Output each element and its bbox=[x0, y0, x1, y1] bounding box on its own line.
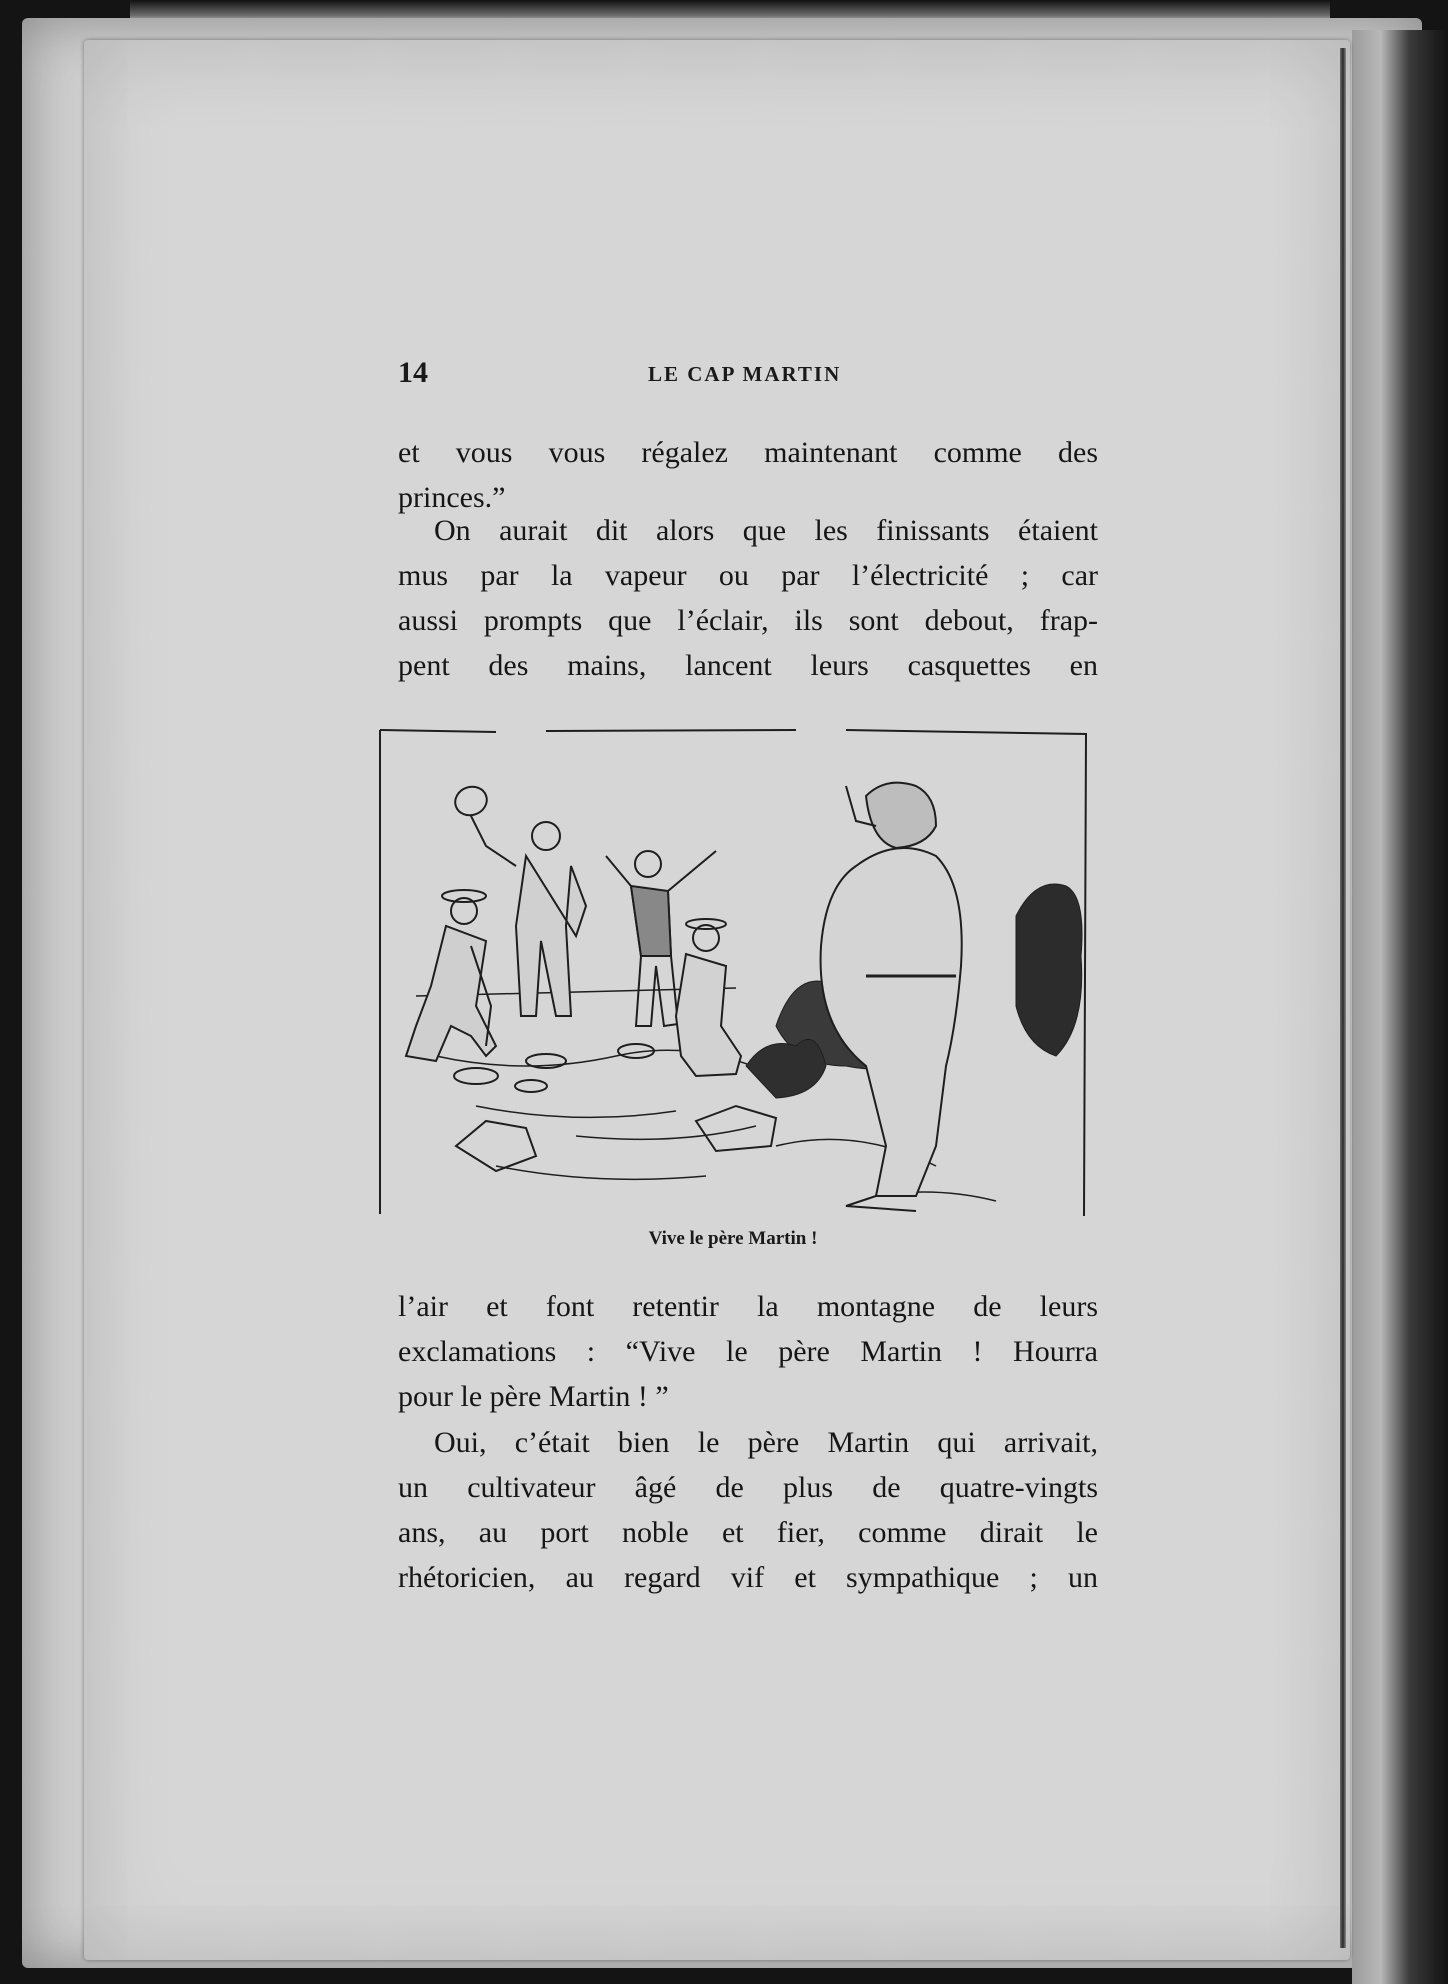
bush bbox=[746, 1039, 826, 1098]
page-number: 14 bbox=[398, 356, 428, 389]
text-line: mus par la vapeur ou par l’électricité ; car bbox=[398, 559, 1098, 592]
text-line: princes.” bbox=[398, 481, 506, 514]
rock bbox=[696, 1106, 776, 1151]
text-line: un cultivateur âgé de plus de quatre-vingts bbox=[398, 1471, 1098, 1504]
text-line: exclamations : “Vive le père Martin ! Hourra bbox=[398, 1335, 1098, 1368]
hat-on-ground bbox=[515, 1080, 547, 1092]
text-line: aussi prompts que l’éclair, ils sont debout, frap- bbox=[398, 604, 1098, 637]
text-line: rhétoricien, au regard vif et sympathique ; un bbox=[398, 1561, 1098, 1594]
text-line: et vous vous régalez maintenant comme des bbox=[398, 436, 1098, 469]
bush bbox=[1016, 884, 1082, 1056]
paragraph-4 bbox=[398, 1420, 1098, 1600]
figure-caption: Vive le père Martin ! bbox=[648, 1228, 818, 1249]
book-right-edge bbox=[1352, 30, 1448, 1984]
book-spine-binding bbox=[1340, 48, 1346, 1948]
paragraph-3 bbox=[398, 1284, 1098, 1419]
student-figure bbox=[406, 890, 496, 1061]
pere-martin-figure bbox=[821, 783, 962, 1211]
text-line: ans, au port noble et fier, comme dirait le bbox=[398, 1516, 1098, 1549]
hat-on-ground bbox=[454, 1068, 498, 1084]
text-line: pent des mains, lancent leurs casquettes en bbox=[398, 649, 1098, 682]
text-line: Oui, c’était bien le père Martin qui arrivait, bbox=[434, 1426, 1098, 1459]
text-line: On aurait dit alors que les finissants étaient bbox=[434, 514, 1098, 547]
rock bbox=[456, 1121, 536, 1171]
illustration-drawing bbox=[376, 726, 1090, 1218]
page-header bbox=[398, 356, 1098, 396]
running-head: LE CAP MARTIN bbox=[648, 362, 842, 386]
paragraph-2 bbox=[398, 508, 1098, 688]
illustration bbox=[376, 726, 1090, 1218]
text-line: pour le père Martin ! ” bbox=[398, 1380, 669, 1413]
text-line: l’air et font retentir la montagne de leurs bbox=[398, 1290, 1098, 1323]
student-figure bbox=[676, 919, 741, 1076]
paragraph-1 bbox=[398, 430, 1098, 520]
